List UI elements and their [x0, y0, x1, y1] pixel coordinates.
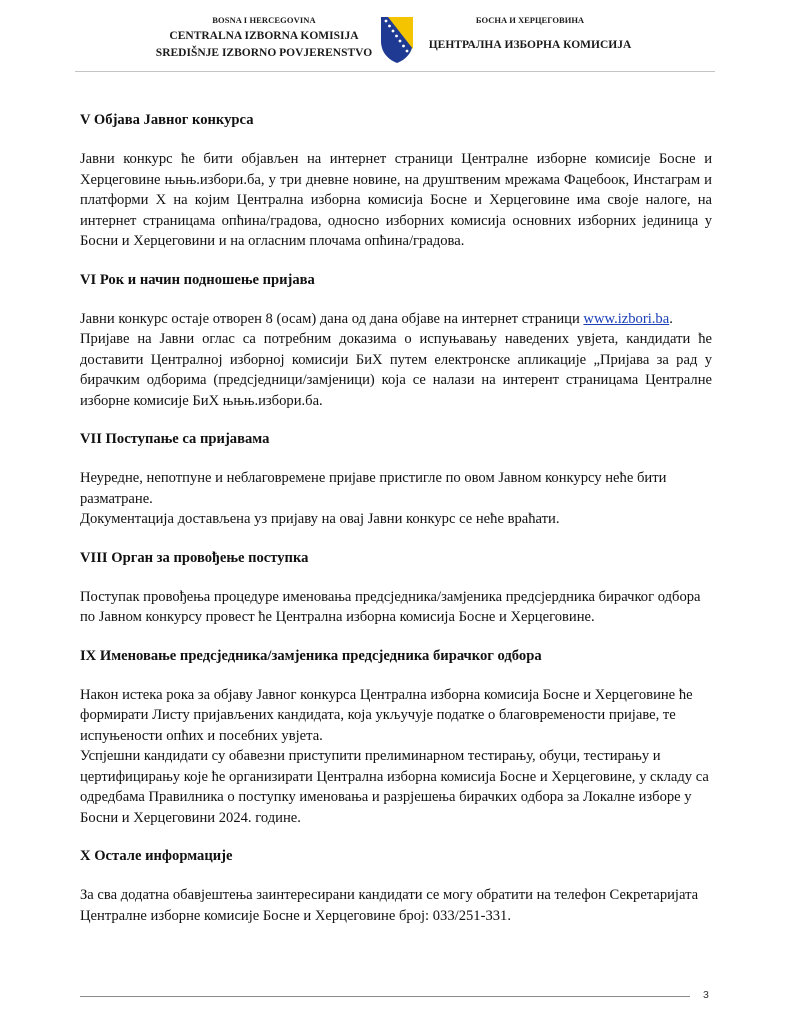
section-heading: VII Поступање са пријавама — [80, 431, 270, 447]
section-appointment — [80, 646, 712, 829]
section-paragraph: Пријаве на Јавни оглас са потребним доказима о испуњавању наведених увјета, кандидати ће доставити Централној изборној комисији БиХ путем електронске апликације „Пријава за рад у бирачким одборима (предсједници/замјеници) која се налази на интерент страницама Централне изборне комисије БиХ њњњ.избори.ба. — [80, 331, 712, 409]
paragraph-text: . — [669, 310, 673, 327]
section-paragraph: Поступак провођења процедуре именовања предсједника/замјеника предсјердника бирачког одбора по Јавном конкурсу провест ће Централна изборна комисија Босне и Херцеговине. — [80, 588, 701, 625]
header-country-cyrillic: БОСНА И ХЕРЦЕГОВИНА — [475, 15, 585, 25]
document-body — [80, 110, 712, 926]
section-handling — [80, 429, 712, 530]
header-latin-block — [150, 14, 378, 61]
section-paragraph: Након истека рока за објаву Јавног конкурса Централна изборна комисија Босне и Херцеговине ће формирати Листу пријављених кандидата, која укључује податке о благовремености пријаве, те испуњености опћих и посебних увјета. — [80, 686, 693, 744]
section-paragraph: Јавни конкурс ће бити објављен на интернет страници Централне изборне комисије Босне и Херцеговине њњњ.избори.ба, у три дневне новине, на друштвеним мрежама Фацебоок, Инстаграм и платформи X на којим Централна изборна комисија Босне и Херцеговине има своје налоге, на интернет страницама опћина/градова, односно изборних комисија основних изборних јединица у Босни и Херцеговини и на огласним плочама опћина/градова. — [80, 151, 712, 249]
section-paragraph: Неуредне, непотпуне и неблаговремене пријаве пристигле по овом Јавном конкурсу неће бити разматране. — [80, 470, 667, 507]
section-heading: VI Рок и начин подношење пријава — [80, 271, 315, 288]
footer-divider — [80, 996, 690, 997]
header-commission-cyrillic: ЦЕНТРАЛНА ИЗБОРНА КОМИСИЈА — [428, 39, 632, 51]
section-paragraph: За сва додатна обавјештења заинтересирани кандидати се могу обратити на телефон Секретаријата Централне изборне комисије Босне и Херцеговине број: 033/251-331. — [80, 887, 699, 924]
header-commission-croatian: SREDIŠNJE IZBORNO POVJERENSTVO — [155, 47, 373, 59]
section-heading: V Објава Јавног конкурса — [80, 112, 254, 128]
izbori-website-link[interactable]: www.izbori.ba — [583, 310, 670, 327]
section-publication — [80, 110, 712, 252]
header-country-latin: BOSNA I HERCEGOVINA — [212, 15, 316, 25]
header-divider — [75, 71, 715, 72]
section-paragraph — [80, 309, 712, 330]
paragraph-text: Јавни конкурс остаје отворен 8 (осам) дана од дана објаве на интернет страници — [80, 310, 584, 327]
section-deadline — [80, 270, 712, 412]
section-paragraph: Успјешни кандидати су обавезни приступити прелиминарном тестирању, обуци, тестирању и цертифицирању које ће организирати Централна изборна комисија Босне и Херцеговине, у складу са одредбама Правилника о поступку именовања и разрјешења бирачких одбора за Локалне изборе у Босни и Херцеговини 2024. године. — [80, 748, 709, 826]
document-header — [0, 0, 791, 72]
page-number: 3 — [703, 989, 709, 1001]
coat-of-arms-icon — [379, 15, 415, 65]
section-paragraph: Документација достављена уз пријаву на овај Јавни конкурс се неће враћати. — [80, 511, 560, 527]
section-authority — [80, 548, 712, 628]
section-heading: IX Именовање предсједника/замјеника предсједника бирачког одбора — [80, 647, 542, 664]
section-other-info — [80, 846, 712, 926]
section-heading: VIII Орган за провођење поступка — [80, 549, 309, 566]
header-commission-latin: CENTRALNA IZBORNA KOMISIJA — [169, 30, 359, 42]
header-cyrillic-block — [425, 14, 635, 54]
section-heading: X Остале информације — [80, 848, 233, 864]
